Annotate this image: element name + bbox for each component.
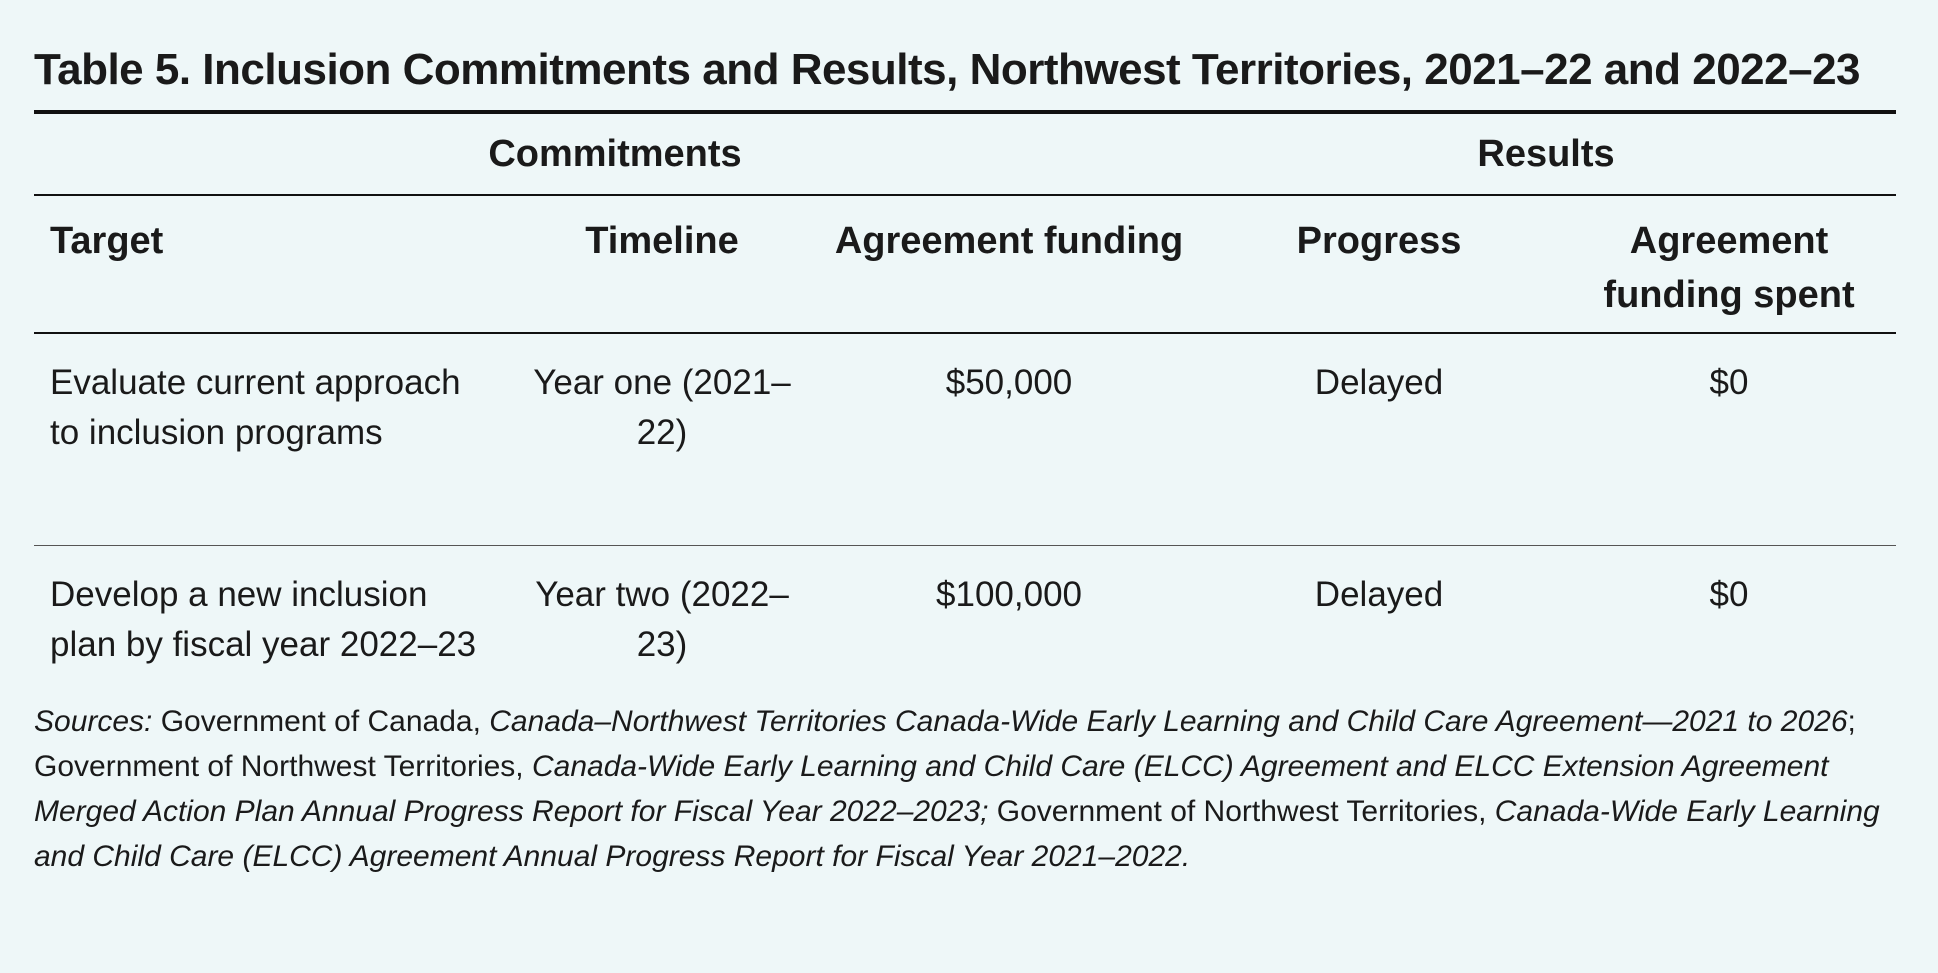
sources-text-1: Government of Canada, [152,705,490,738]
table-row [34,333,1896,545]
sources-title-2: Canada-Wide Early Learning and Child Care (ELCC) Agreement and ELCC Extension Agreement Merged Action Plan Annual Progress Report for Fiscal Year 2022–2023; [34,750,1829,828]
column-header-funding-spent: Agreement funding spent [1562,195,1896,333]
sources-note [34,699,1896,879]
sources-label: Sources: [34,705,153,738]
sources-text-3: Government of Northwest Territories, [988,795,1495,828]
column-header-timeline: Timeline [502,195,822,333]
cell-timeline: Year one (2021–22) [502,333,822,545]
column-header-target: Target [34,195,502,333]
cell-funding-spent: $0 [1562,333,1896,545]
table-title: Table 5. Inclusion Commitments and Results, Northwest Territories, 2021–22 and 2022–23 [34,38,1896,114]
table-container [34,38,1896,909]
cell-target: Evaluate current approach to inclusion programs [34,333,502,545]
cell-progress: Delayed [1314,574,1444,614]
sources-text-2: ; Government of Northwest Territories, [34,705,1856,783]
cell-progress: Delayed [1196,333,1562,545]
group-header-results: Results [1196,114,1896,195]
cell-agreement-funding: $50,000 [822,333,1196,545]
cell-target: Develop a new inclusion plan by fiscal year 2022–23 [50,574,477,664]
cell-timeline: Year two (2022–23) [535,574,789,664]
cell-funding-spent: $0 [1709,574,1749,614]
column-header-agreement-funding: Agreement funding [822,195,1196,333]
sources-title-1: Canada–Northwest Territories Canada-Wide Early Learning and Child Care Agreement—2021 to 2026 [489,705,1848,738]
column-header-progress: Progress [1196,195,1562,333]
group-header-commitments: Commitments [34,114,1196,195]
sources-title-3: Canada-Wide Early Learning and Child Care (ELCC) Agreement Annual Progress Report for Fiscal Year 2021–2022. [34,795,1880,873]
inclusion-table [34,114,1896,677]
column-header-row [34,195,1896,333]
group-header-row [34,114,1896,195]
table-row [34,545,1896,677]
cell-agreement-funding: $100,000 [936,574,1082,614]
